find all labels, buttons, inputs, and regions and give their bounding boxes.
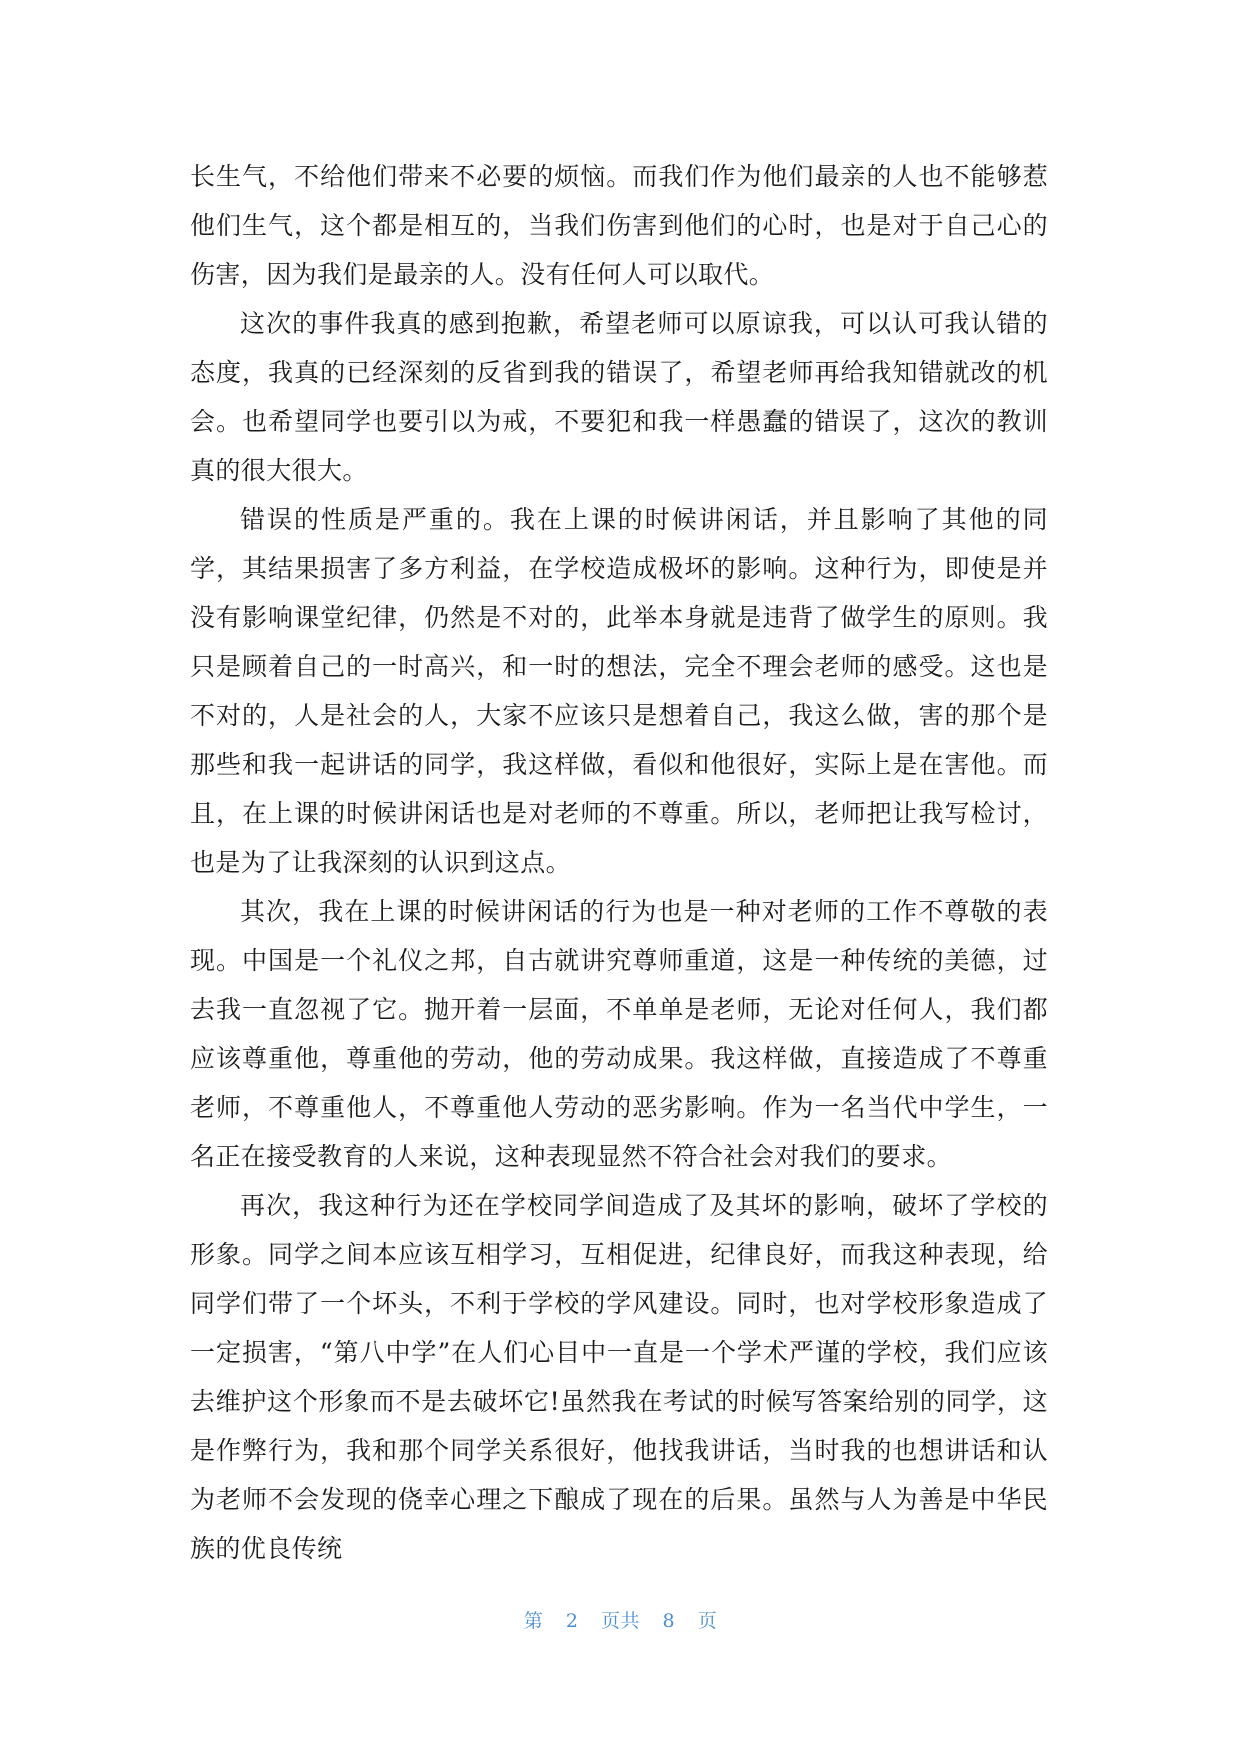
- footer-suffix: 页: [697, 1610, 718, 1632]
- footer-page-number: 2: [565, 1610, 579, 1632]
- paragraph-5: 再次，我这种行为还在学校同学间造成了及其坏的影响，破坏了学校的形象。同学之间本应该互相学习，互相促进，纪律良好，而我这种表现，给同学们带了一个坏头，不利于学校的学风建设。同时，也对学校形象造成了一定损害，“第八中学”在人们心目中一直是一个学术严谨的学校，我们应该去维护这个形象而不是去破坏它!虽然我在考试的时候写答案给别的同学，这是作弊行为，我和那个同学关系很好，他找我讲话，当时我的也想讲话和认为老师不会发现的侥幸心理之下酿成了现在的后果。虽然与人为善是中华民族的优良传统: [190, 1191, 1048, 1563]
- page-footer: [0, 1606, 1241, 1633]
- paragraph-4: 其次，我在上课的时候讲闲话的行为也是一种对老师的工作不尊敬的表现。中国是一个礼仪之邦，自古就讲究尊师重道，这是一种传统的美德，过去我一直忽视了它。抛开着一层面，不单单是老师，无论对任何人，我们都应该尊重他，尊重他的劳动，他的劳动成果。我这样做，直接造成了不尊重老师，不尊重他人，不尊重他人劳动的恶劣影响。作为一名当代中学生，一名正在接受教育的人来说，这种表现显然不符合社会对我们的要求。: [190, 897, 1048, 1171]
- body-text: [190, 152, 1048, 1573]
- footer-prefix: 第: [523, 1610, 544, 1632]
- paragraph-3: 错误的性质是严重的。我在上课的时候讲闲话，并且影响了其他的同学，其结果损害了多方利益，在学校造成极坏的影响。这种行为，即使是并没有影响课堂纪律，仍然是不对的，此举本身就是违背了做学生的原则。我只是顾着自己的一时高兴，和一时的想法，完全不理会老师的感受。这也是不对的，人是社会的人，大家不应该只是想着自己，我这么做，害的那个是那些和我一起讲话的同学，我这样做，看似和他很好，实际上是在害他。而且，在上课的时候讲闲话也是对老师的不尊重。所以，老师把让我写检讨，也是为了让我深刻的认识到这点。: [190, 505, 1048, 877]
- paragraph-1: 长生气，不给他们带来不必要的烦恼。而我们作为他们最亲的人也不能够惹他们生气，这个都是相互的，当我们伤害到他们的心时，也是对于自己心的伤害，因为我们是最亲的人。没有任何人可以取代。: [190, 162, 1048, 289]
- paragraph-2: 这次的事件我真的感到抱歉，希望老师可以原谅我，可以认可我认错的态度，我真的已经深刻的反省到我的错误了，希望老师再给我知错就改的机会。也希望同学也要引以为戒，不要犯和我一样愚蠢的错误了，这次的教训真的很大很大。: [190, 309, 1048, 485]
- footer-total-pages: 8: [662, 1610, 676, 1632]
- footer-middle: 页共: [600, 1610, 640, 1632]
